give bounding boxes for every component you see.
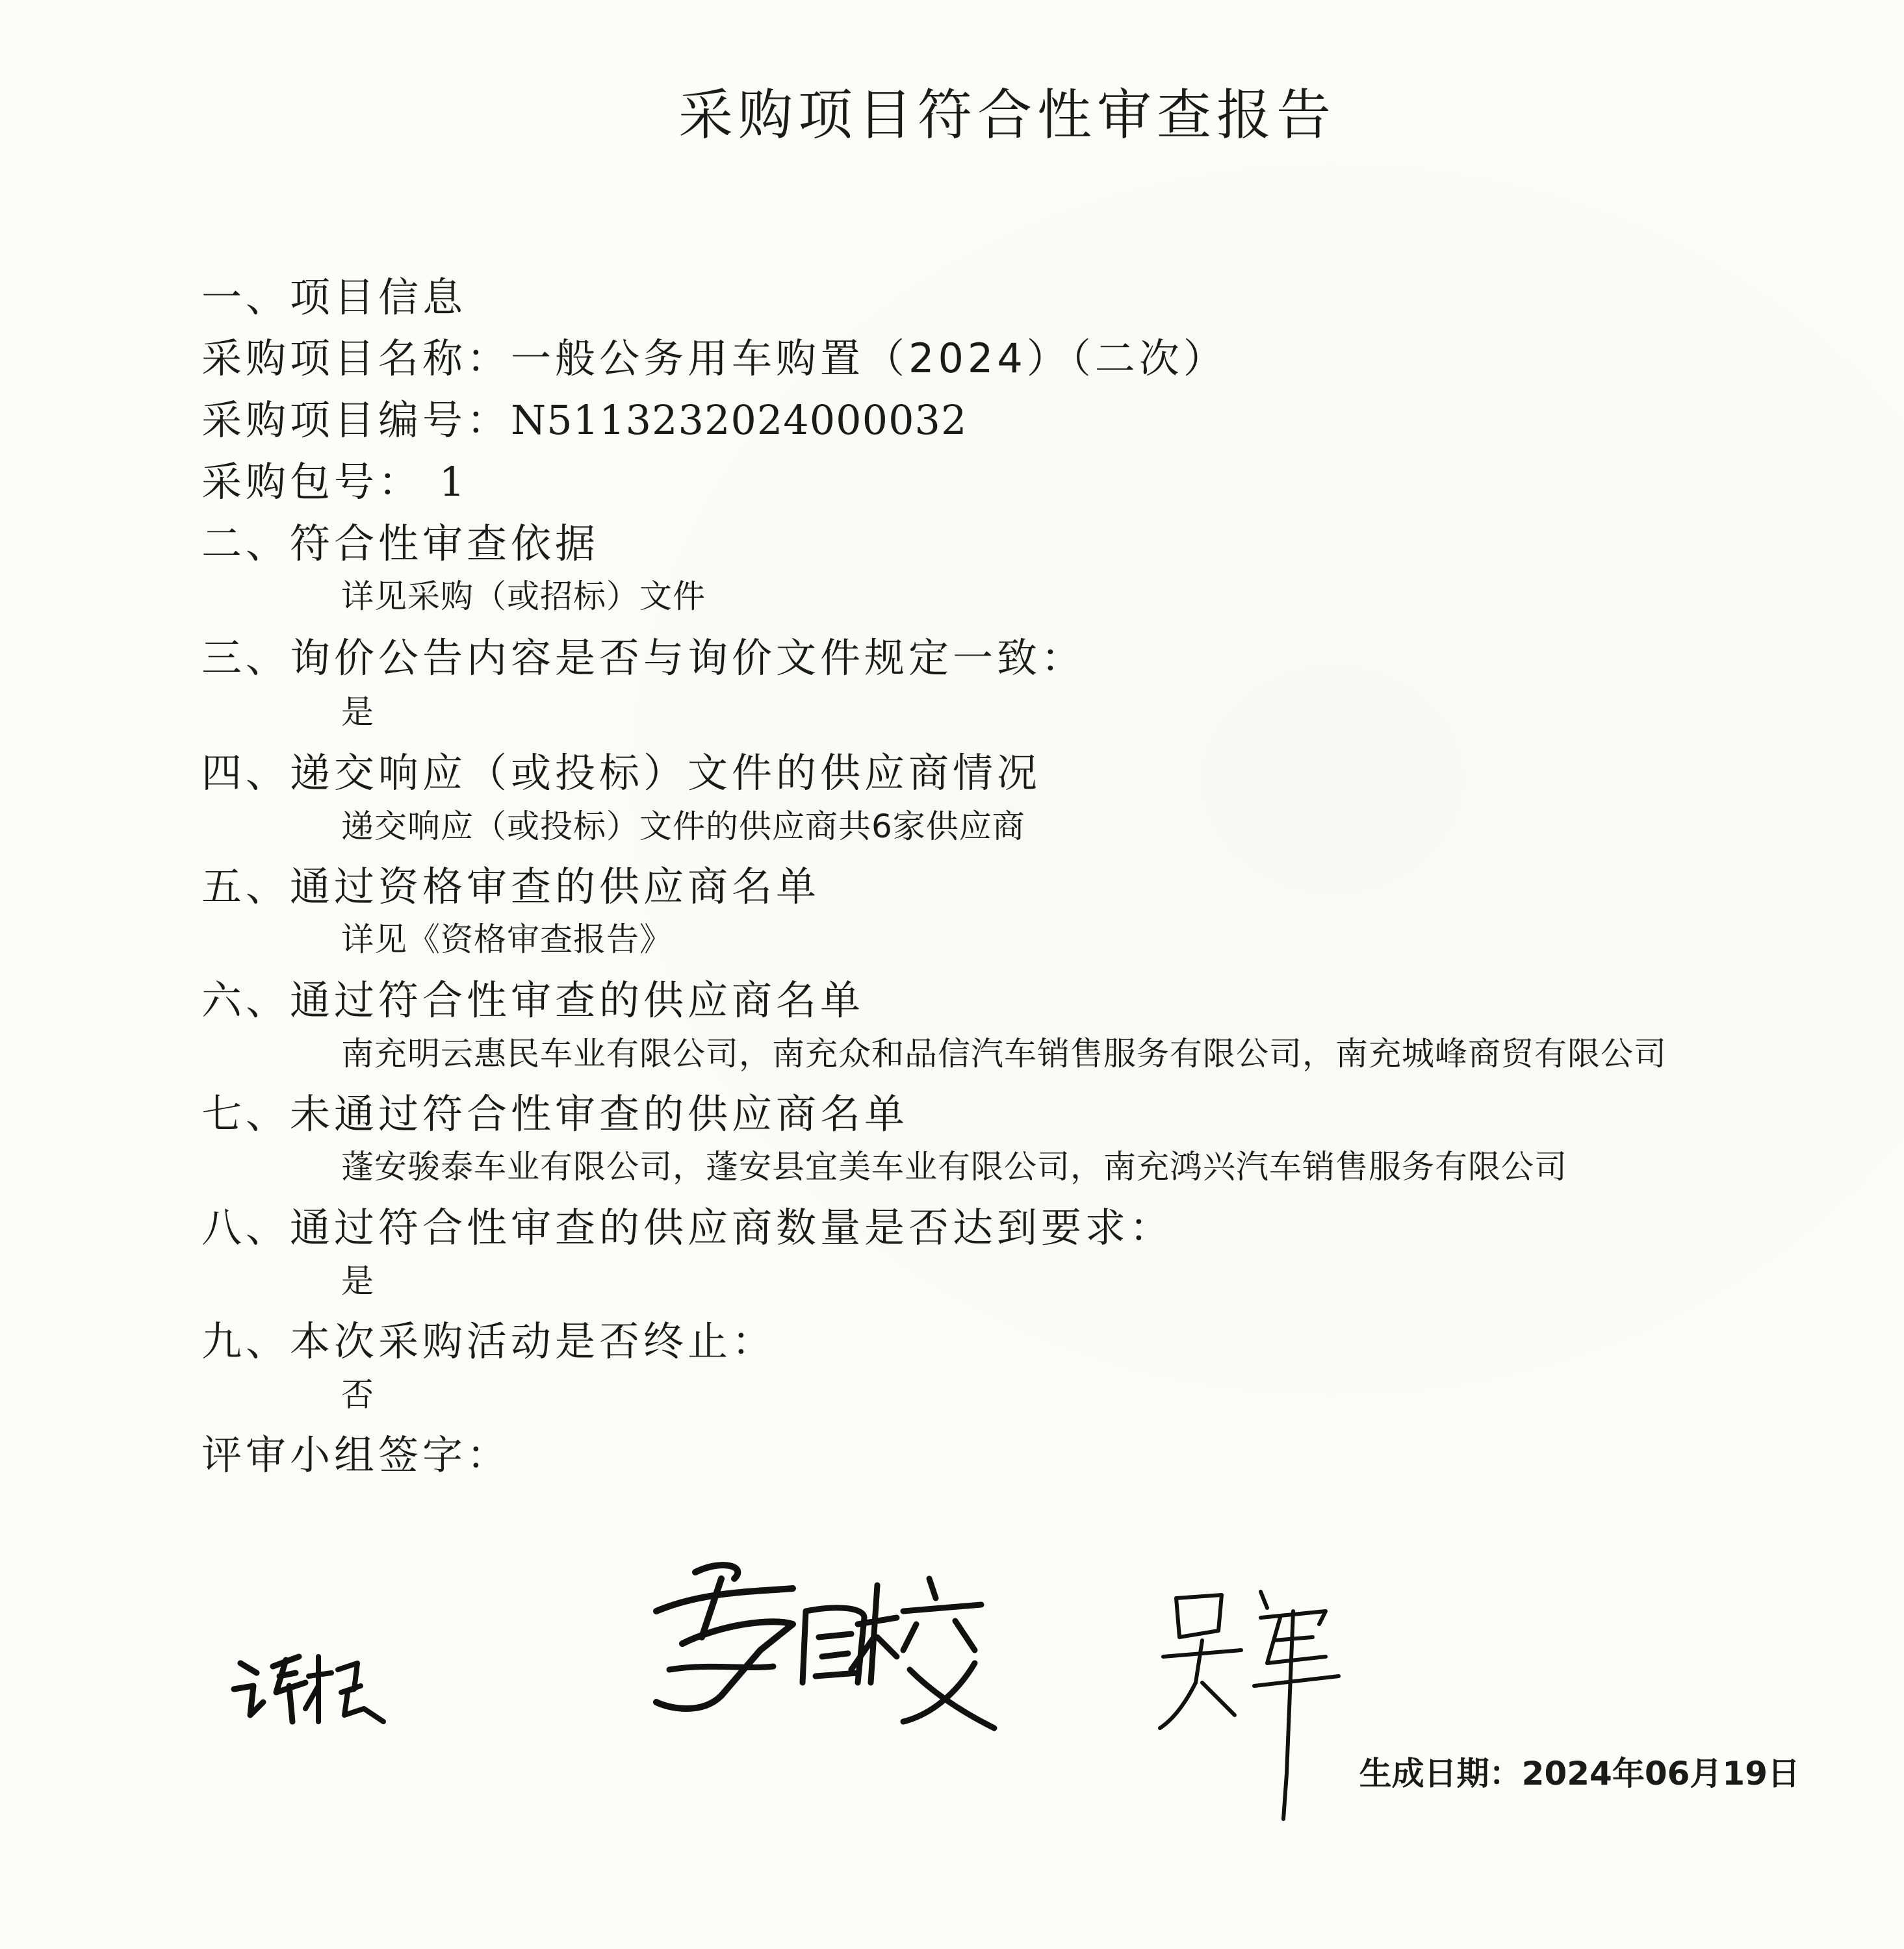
signature-wu-jun: [1157, 1579, 1352, 1832]
section-6-heading: 六、通过符合性审查的供应商名单: [201, 976, 865, 1024]
generated-date: 生成日期：2024年06月19日: [1359, 1755, 1800, 1792]
section-5-heading: 五、通过资格审查的供应商名单: [201, 863, 821, 910]
section-9-content: 否: [341, 1376, 374, 1414]
section-4-heading: 四、递交响应（或投标）文件的供应商情况: [201, 749, 1042, 796]
project-name-row: [201, 326, 1228, 384]
section-4-content: 递交响应（或投标）文件的供应商共6家供应商: [341, 808, 1025, 845]
section-1-heading: 一、项目信息: [201, 274, 467, 321]
package-label: 采购包号：: [201, 458, 423, 505]
section-3-content: 是: [341, 693, 374, 731]
project-no-row: [201, 388, 967, 446]
package-value: 1: [439, 458, 466, 505]
project-name-label: 采购项目名称：: [201, 335, 511, 382]
section-6-content: 南充明云惠民车业有限公司，南充众和品信汽车销售服务有限公司，南充城峰商贸有限公司: [341, 1035, 1667, 1073]
section-5-content: 详见《资格审查报告》: [341, 921, 673, 958]
signature-label: 评审小组签字：: [201, 1431, 511, 1479]
section-7-heading: 七、未通过符合性审查的供应商名单: [201, 1090, 909, 1138]
section-8-heading: 八、通过符合性审查的供应商数量是否达到要求：: [201, 1204, 1174, 1251]
signature-li-guo-xiao: [643, 1553, 1007, 1735]
section-2-heading: 二、符合性审查依据: [201, 520, 600, 567]
section-7-content: 蓬安骏泰车业有限公司，蓬安县宜美车业有限公司，南充鸿兴汽车销售服务有限公司: [341, 1148, 1567, 1186]
section-2-content: 详见采购（或招标）文件: [341, 578, 706, 615]
section-8-content: 是: [341, 1262, 374, 1300]
project-no-label: 采购项目编号：: [201, 396, 511, 444]
signature-xu-gen: [227, 1637, 396, 1735]
project-no-value: N5113232024000032: [511, 396, 968, 444]
section-9-heading: 九、本次采购活动是否终止：: [201, 1318, 777, 1365]
section-3-heading: 三、询价公告内容是否与询价文件规定一致：: [201, 634, 1086, 682]
document-title: 采购项目符合性审查报告: [678, 83, 1336, 147]
package-row: [201, 450, 465, 507]
project-name-value: 一般公务用车购置（2024）（二次）: [511, 335, 1228, 382]
